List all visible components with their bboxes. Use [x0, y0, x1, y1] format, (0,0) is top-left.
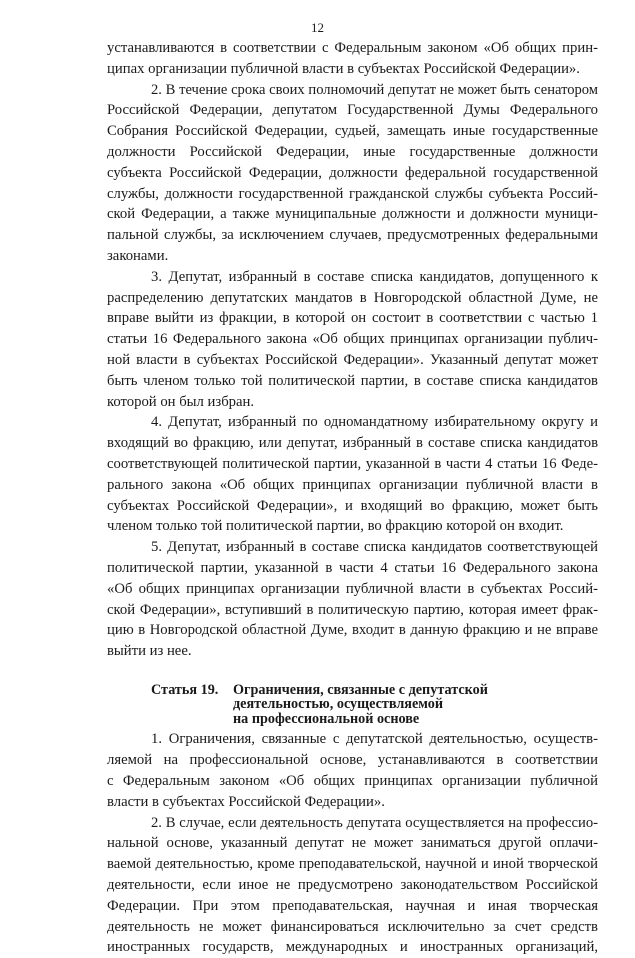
text-line: деятельности, если иное не предусмотрено законодательством Российской [107, 876, 598, 893]
text-line: 2. В случае, если деятельность депутата осуществляется на профессио- [151, 814, 598, 831]
article-title-line: на профессиональной основе [233, 710, 420, 727]
text-line: Собрания Российской Федерации, судьей, замещать иные государственные [107, 123, 598, 140]
text-line: ципах организации публичной власти в субъектах Российской Федерации». [107, 60, 580, 77]
text-line: власти в субъектах Российской Федерации». [107, 793, 385, 810]
article-heading [107, 683, 598, 727]
paragraph [107, 38, 598, 80]
paragraph [107, 412, 598, 537]
text-line: субъекта Российской Федерации, должности федеральной государственной [107, 164, 598, 181]
text-line: ваемой деятельностью, кроме преподавательской, научной и иной творческой [107, 856, 598, 873]
paragraph [107, 267, 598, 413]
paragraph [107, 813, 598, 958]
text-line: 3. Депутат, избранный в составе списка кандидатов, допущенного к [151, 268, 598, 285]
text-line: нальной основе, указанный депутат не может заниматься другой оплачи- [107, 835, 598, 852]
text-line: выйти из нее. [107, 643, 192, 660]
paragraph [107, 80, 598, 267]
page-number: 12 [311, 20, 324, 35]
text-line: распределению депутатских мандатов в Новгородской областной Думе, не [107, 289, 598, 306]
text-line: ской Федерации», вступивший в политическую партию, которая имеет фрак- [107, 601, 598, 618]
text-line: ляемой на профессиональной основе, устанавливаются в соответствии [107, 752, 598, 769]
text-line: рального закона «Об общих принципах организации публичной власти в [107, 476, 598, 493]
document-body [107, 38, 598, 958]
text-line: иностранных государств, международных и иностранных организаций, [107, 939, 598, 956]
text-line: ской Федерации, а также муниципальные должности и должности муници- [107, 206, 598, 223]
text-line: должности Российской Федерации, иные государственные должности [107, 143, 598, 160]
text-line: которой он был избран. [107, 393, 255, 410]
paragraph [107, 729, 598, 812]
text-line: субъектах Российской Федерации», и входящий во фракцию, может быть [107, 497, 598, 514]
text-line: 2. В течение срока своих полномочий депутат не может быть сенатором [151, 81, 598, 98]
text-line: входящий во фракцию, или депутат, избранный в составе списка кандидатов [107, 435, 598, 452]
text-line: 5. Депутат, избранный в составе списка кандидатов соответствующей [151, 539, 598, 556]
text-line: службы, должности государственной гражданской службы субъекта Россий- [107, 185, 598, 202]
text-line: политической партии, указанной в части 4 статьи 16 Федерального закона [107, 559, 598, 576]
text-line: «Об общих принципах организации публичной власти в субъектах Россий- [107, 580, 598, 597]
article-number: Статья 19. [151, 681, 219, 698]
text-line: статьи 16 Федерального закона «Об общих принципах организации публич- [107, 331, 598, 348]
article-title-line: Ограничения, связанные с депутатской [233, 681, 488, 698]
text-line: ной власти в субъектах Российской Федерации». Указанный депутат может [107, 351, 598, 368]
text-line: цию в Новгородской областной Думе, входит в данную фракцию и не вправе [107, 622, 598, 639]
text-line: устанавливаются в соответствии с Федеральным законом «Об общих прин- [107, 40, 598, 56]
text-line: соответствующей политической партии, указанной в части 4 статьи 16 Феде- [107, 455, 598, 472]
text-line: 1. Ограничения, связанные с депутатской деятельностью, осуществ- [151, 731, 598, 748]
paragraph [107, 537, 598, 662]
text-line: 4. Депутат, избранный по одномандатному избирательному округу и [151, 414, 598, 431]
text-line: пальной службы, за исключением случаев, предусмотренных федеральными [107, 227, 598, 244]
text-line: законами. [107, 247, 169, 264]
article-title-line: деятельностью, осуществляемой [233, 696, 444, 713]
text-line: членом только той политической партии, во фракцию которой он входит. [107, 518, 564, 535]
text-line: Федерации. При этом преподавательская, научная и иная творческая [107, 897, 598, 914]
text-line: вправе выйти из фракции, в которой он состоит в соответствии с частью 1 [107, 310, 598, 327]
text-line: быть членом только той политической партии, в составе списка кандидатов [107, 372, 598, 389]
text-line: Российской Федерации, депутатом Государственной Думы Федерального [107, 102, 598, 119]
text-line: деятельность не может финансироваться исключительно за счет средств [107, 918, 598, 935]
text-line: с Федеральным законом «Об общих принципах организации публичной [107, 773, 598, 789]
